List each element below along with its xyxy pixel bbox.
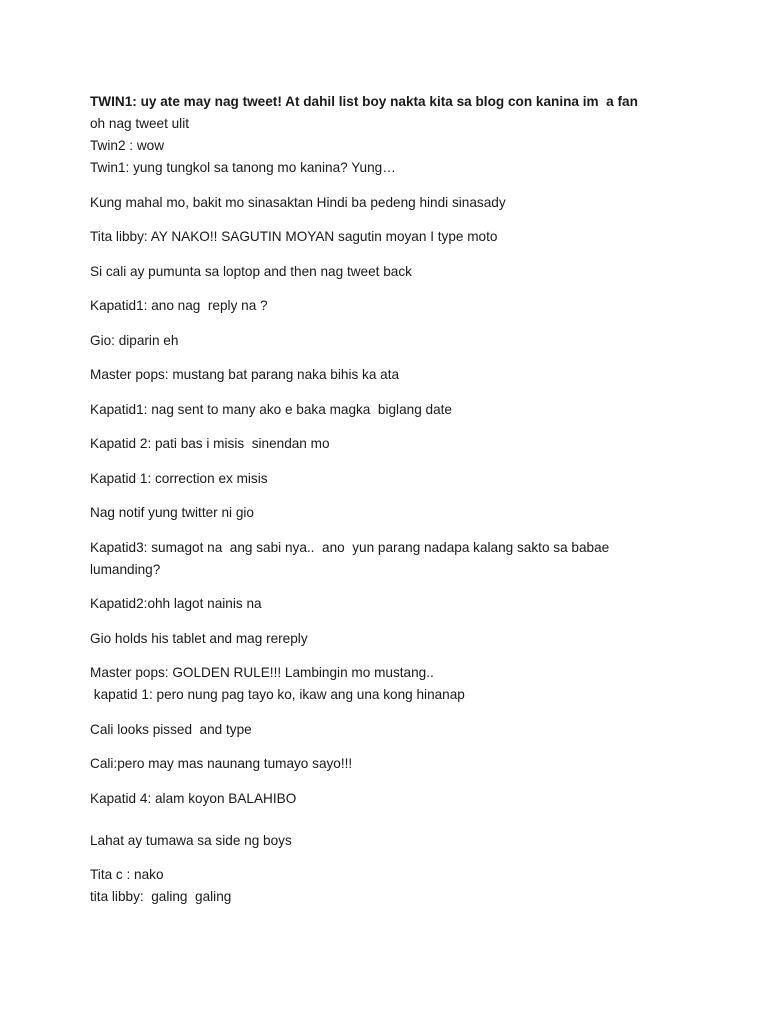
- text-line: Kapatid 2: pati bas i misis sinendan mo: [90, 436, 330, 451]
- text-line: Kung mahal mo, bakit mo sinasaktan Hindi ba pedeng hindi sinasady: [90, 194, 506, 210]
- paragraph: [90, 593, 710, 615]
- paragraph: [90, 295, 710, 317]
- paragraph: [90, 364, 710, 386]
- text-line: Kapatid 4: alam koyon BALAHIBO: [90, 790, 297, 806]
- text-line: Si cali ay pumunta sa loptop and then nag tweet back: [90, 263, 412, 279]
- text-line: tita libby: galing galing: [90, 889, 232, 904]
- paragraph: [90, 226, 710, 248]
- paragraph: [90, 91, 710, 179]
- text-line: Kapatid1: nag sent to many ako e baka magka biglang date: [90, 401, 452, 417]
- paragraph: [90, 864, 710, 908]
- text-line: Kapatid1: ano nag reply na ?: [90, 298, 268, 313]
- paragraph: [90, 753, 710, 775]
- text-line: lumanding?: [90, 561, 161, 577]
- text-line: Nag notif yung twitter ni gio: [90, 505, 254, 520]
- paragraph: [90, 662, 710, 706]
- text-line: Gio holds his tablet and mag rereply: [90, 630, 308, 646]
- text-line: Cali looks pissed and type: [90, 721, 252, 737]
- paragraph: [90, 830, 710, 852]
- paragraph: [90, 399, 710, 421]
- text-line: Tita c : nako: [90, 867, 164, 882]
- paragraph: [90, 502, 710, 524]
- paragraph: [90, 537, 710, 581]
- paragraph: [90, 261, 710, 283]
- paragraph: [90, 719, 710, 741]
- text-line: Twin1: yung tungkol sa tanong mo kanina? Yung…: [90, 160, 396, 175]
- paragraph: [90, 788, 710, 810]
- paragraph: [90, 433, 710, 455]
- text-line: Kapatid3: sumagot na ang sabi nya.. ano yun parang nadapa kalang sakto sa babae: [90, 539, 610, 555]
- text-line: Twin2 : wow: [90, 138, 165, 153]
- paragraph: [90, 330, 710, 352]
- paragraph: [90, 468, 710, 490]
- text-line: Master pops: GOLDEN RULE!!! Lambingin mo mustang..: [90, 665, 434, 680]
- text-line: Lahat ay tumawa sa side ng boys: [90, 832, 292, 848]
- text-line: TWIN1: uy ate may nag tweet! At dahil list boy nakta kita sa blog con kanina im a fan: [90, 94, 638, 109]
- text-line: oh nag tweet ulit: [90, 116, 189, 131]
- text-line: Cali:pero may mas naunang tumayo sayo!!!: [90, 756, 353, 771]
- text-line: Tita libby: AY NAKO!! SAGUTIN MOYAN sagutin moyan I type moto: [90, 229, 498, 244]
- paragraph: [90, 192, 710, 214]
- text-line: Kapatid 1: correction ex misis: [90, 470, 268, 486]
- text-line: Kapatid2:ohh lagot nainis na: [90, 596, 262, 611]
- document-body: [90, 91, 710, 921]
- text-line: Gio: diparin eh: [90, 332, 179, 348]
- paragraph: [90, 628, 710, 650]
- text-line: Master pops: mustang bat parang naka bihis ka ata: [90, 367, 400, 382]
- text-line: kapatid 1: pero nung pag tayo ko, ikaw ang una kong hinanap: [90, 687, 465, 702]
